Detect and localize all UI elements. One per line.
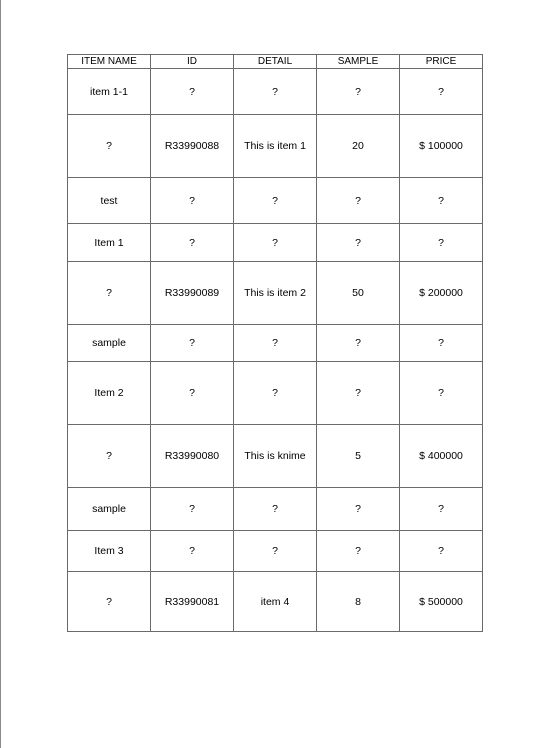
cell-id: ? xyxy=(151,325,234,362)
cell-price: $ 500000 xyxy=(400,572,483,632)
cell-id: R33990088 xyxy=(151,115,234,178)
cell-item-name: sample xyxy=(68,488,151,531)
cell-detail: item 4 xyxy=(234,572,317,632)
table-row xyxy=(68,262,483,325)
table-row xyxy=(68,115,483,178)
cell-item-name: ? xyxy=(68,425,151,488)
table-row xyxy=(68,362,483,425)
cell-sample: ? xyxy=(317,224,400,262)
cell-detail: ? xyxy=(234,488,317,531)
header-sample: SAMPLE xyxy=(317,55,400,69)
cell-detail: This is item 1 xyxy=(234,115,317,178)
cell-price: $ 200000 xyxy=(400,262,483,325)
header-id: ID xyxy=(151,55,234,69)
table-row xyxy=(68,488,483,531)
cell-id: ? xyxy=(151,362,234,425)
cell-item-name: test xyxy=(68,178,151,224)
table-row xyxy=(68,325,483,362)
cell-price: $ 100000 xyxy=(400,115,483,178)
header-price: PRICE xyxy=(400,55,483,69)
cell-id: ? xyxy=(151,531,234,572)
cell-item-name: Item 1 xyxy=(68,224,151,262)
cell-price: ? xyxy=(400,224,483,262)
cell-id: ? xyxy=(151,178,234,224)
header-row xyxy=(68,55,483,69)
cell-detail: ? xyxy=(234,362,317,425)
cell-detail: ? xyxy=(234,69,317,115)
cell-item-name: ? xyxy=(68,572,151,632)
cell-price: ? xyxy=(400,178,483,224)
cell-item-name: ? xyxy=(68,115,151,178)
cell-item-name: ? xyxy=(68,262,151,325)
cell-sample: 8 xyxy=(317,572,400,632)
page-edge xyxy=(0,0,1,748)
table-row xyxy=(68,531,483,572)
cell-detail: This is knime xyxy=(234,425,317,488)
cell-sample: ? xyxy=(317,178,400,224)
cell-sample: 50 xyxy=(317,262,400,325)
cell-price: ? xyxy=(400,531,483,572)
table-row xyxy=(68,425,483,488)
cell-id: R33990089 xyxy=(151,262,234,325)
cell-detail: ? xyxy=(234,178,317,224)
cell-sample: ? xyxy=(317,488,400,531)
header-detail: DETAIL xyxy=(234,55,317,69)
cell-detail: ? xyxy=(234,224,317,262)
cell-sample: 20 xyxy=(317,115,400,178)
cell-id: R33990081 xyxy=(151,572,234,632)
cell-price: ? xyxy=(400,362,483,425)
cell-sample: ? xyxy=(317,69,400,115)
cell-id: ? xyxy=(151,69,234,115)
cell-item-name: Item 2 xyxy=(68,362,151,425)
table-row xyxy=(68,224,483,262)
items-table xyxy=(67,54,483,632)
cell-sample: 5 xyxy=(317,425,400,488)
table-row xyxy=(68,69,483,115)
cell-id: ? xyxy=(151,224,234,262)
cell-price: $ 400000 xyxy=(400,425,483,488)
cell-price: ? xyxy=(400,325,483,362)
cell-item-name: sample xyxy=(68,325,151,362)
cell-price: ? xyxy=(400,69,483,115)
cell-price: ? xyxy=(400,488,483,531)
cell-id: R33990080 xyxy=(151,425,234,488)
cell-detail: ? xyxy=(234,325,317,362)
cell-detail: ? xyxy=(234,531,317,572)
cell-item-name: item 1-1 xyxy=(68,69,151,115)
cell-id: ? xyxy=(151,488,234,531)
cell-sample: ? xyxy=(317,362,400,425)
cell-sample: ? xyxy=(317,531,400,572)
header-item-name: ITEM NAME xyxy=(68,55,151,69)
table-row xyxy=(68,178,483,224)
table-row xyxy=(68,572,483,632)
cell-detail: This is item 2 xyxy=(234,262,317,325)
cell-item-name: Item 3 xyxy=(68,531,151,572)
cell-sample: ? xyxy=(317,325,400,362)
